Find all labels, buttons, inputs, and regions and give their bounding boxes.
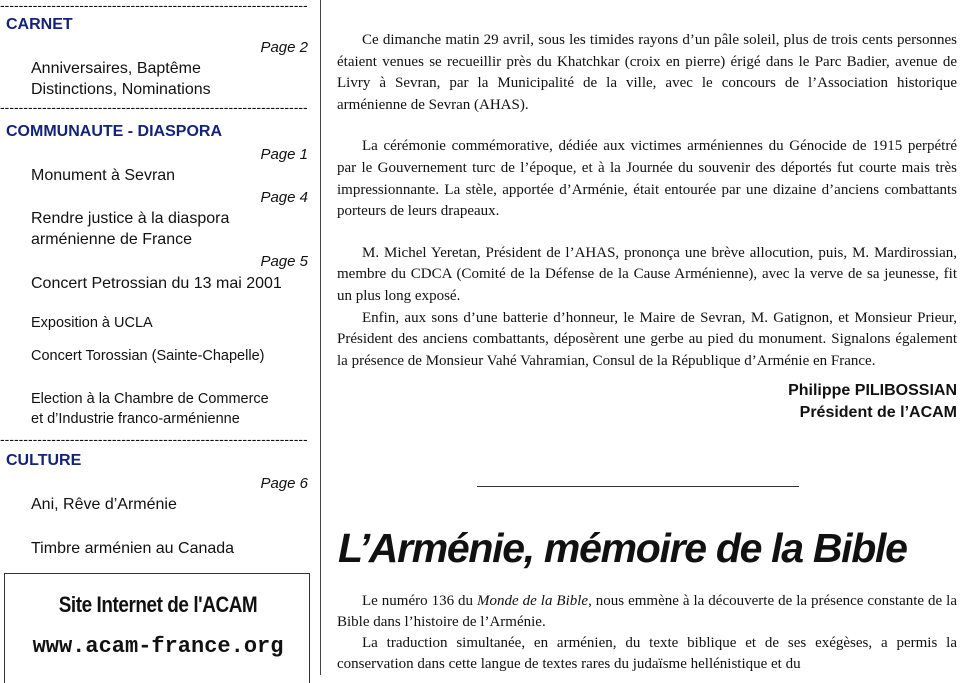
summary-item: Monument à Sevran: [31, 167, 176, 184]
page-ref: Page 6: [260, 475, 308, 492]
section-title-communaute: COMMUNAUTE - DIASPORA: [6, 123, 222, 140]
website-box: [4, 573, 310, 683]
summary-item: Distinctions, Nominations: [31, 81, 211, 98]
article-sevran: [337, 30, 957, 424]
divider: [0, 0, 308, 10]
website-url[interactable]: www.acam-france.org: [32, 634, 284, 659]
article-separator: [477, 486, 799, 487]
summary-item: arménienne de France: [31, 231, 192, 248]
column-separator: [320, 0, 321, 675]
article-paragraph: La cérémonie commémorative, dédiée aux victimes arméniennes du Génocide de 1915 perpétré par le Gouvernement turc de l’époque, et à la Journée du souvenir des déportés fut courte mais très impressionnante. La stèle, apportée d’Arménie, était entourée par une dizaine d’anciens combattants porteurs de leurs drapeaux.: [337, 138, 957, 220]
page-ref: Page 2: [260, 39, 308, 56]
signature-name: Philippe PILIBOSSIAN: [788, 382, 957, 400]
sidebar-summary: [0, 0, 322, 675]
summary-item: Concert Petrossian du 13 mai 2001: [31, 275, 282, 292]
page-ref: Page 1: [260, 146, 308, 163]
section-title-carnet: CARNET: [6, 16, 73, 33]
article-paragraph: Enfin, aux sons d’une batterie d’honneur, le Maire de Sevran, M. Gatignon, et Monsieur Prieur, Président des anciens combattants, déposèrent une gerbe au pied du monument. Signalons également la présence de Monsieur Vahé Vahramian, Consul de la République d’Arménie en France.: [337, 309, 957, 369]
summary-item: Timbre arménien au Canada: [31, 540, 235, 557]
summary-item: et d’Industrie franco-arménienne: [31, 411, 240, 427]
summary-item: Concert Torossian (Sainte-Chapelle): [31, 348, 265, 364]
summary-item: Ani, Rêve d’Arménie: [31, 496, 177, 513]
section-title-culture: CULTURE: [6, 452, 82, 469]
page-ref: Page 5: [260, 253, 308, 270]
divider: [0, 434, 308, 444]
article-title: L’Arménie, mémoire de la Bible: [338, 525, 907, 571]
summary-item: Election à la Chambre de Commerce: [31, 391, 269, 407]
website-title: Site Internet de l'ACAM: [58, 592, 258, 617]
summary-item: Anniversaires, Baptême: [31, 60, 201, 77]
article-bible: [337, 591, 957, 675]
article-paragraph: Ce dimanche matin 29 avril, sous les timides rayons d’un pâle soleil, plus de trois cents personnes étaient venues se recueillir près du Khatchkar (croix en pierre) érigé dans le Parc Badier, avenue de Livry à Sevran, par la Municipalité de la ville, avec le concours de l’Association historique arménienne de Sevran (AHAS).: [337, 32, 957, 113]
signature-role: Président de l’ACAM: [799, 404, 957, 422]
summary-item: Exposition à UCLA: [31, 315, 153, 331]
article-paragraph: M. Michel Yeretan, Président de l’AHAS, prononça une brève allocution, puis, M. Mardirossian, membre du CDCA (Comité de la Défense de la Cause Arménienne), avec la verve de sa jeunesse, fit un plus long exposé.: [337, 244, 957, 304]
summary-item: Rendre justice à la diaspora: [31, 210, 230, 227]
page-ref: Page 4: [260, 189, 308, 206]
divider: [0, 102, 308, 112]
article-paragraph: La traduction simultanée, en arménien, du texte biblique et de ses exégèses, a permis la conservation dans cette langue de textes rares du judaïsme hellénistique et du: [337, 635, 957, 672]
article-paragraph: Le numéro 136 du Monde de la Bible, nous emmène à la découverte de la présence constante de la Bible dans l’histoire de l’Arménie.: [337, 593, 958, 630]
